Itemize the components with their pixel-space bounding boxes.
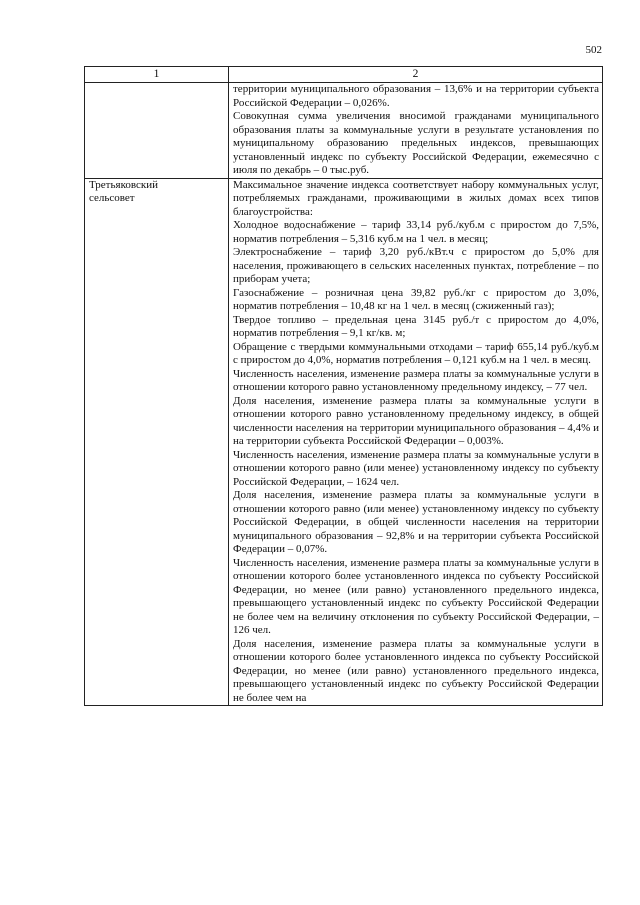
municipality-name-cell — [85, 178, 229, 706]
table-header-row — [85, 67, 603, 83]
description-cell — [229, 178, 603, 706]
municipality-name — [89, 179, 225, 206]
paragraph: Доля населения, изменение размера платы за коммунальные услуги в отношении которого равно установленному предельному индексу, в общей численности населения на территории муниципального образования – 4,4% и на территории субъекта Российской Федерации – 0,003%. — [233, 394, 599, 447]
paragraph: Численность населения, изменение размера платы за коммунальные услуги в отношении которого равно установленному предельному индексу, – 77 чел. — [233, 367, 599, 393]
paragraph: Численность населения, изменение размера платы за коммунальные услуги в отношении которого более установленного индекса по субъекту Российской Федерации, но менее (или равно) установленного предельного индекса, превышающего установленный индекс по субъекту Российской Федерации не более чем на величину отклонения по субъекту Российской Федерации, – 126 чел. — [233, 556, 599, 636]
paragraph: Доля населения, изменение размера платы за коммунальные услуги в отношении которого более установленного индекса по субъекту Российской Федерации, но менее (или равно) установленного предельного индекса, превышающего установленный индекс по субъекту Российской Федерации не более чем на — [233, 637, 599, 704]
paragraph: Обращение с твердыми коммунальными отходами – тариф 655,14 руб./куб.м с приростом до 4,0%, норматив потребления – 0,121 куб.м на 1 чел. в месяц. — [233, 340, 599, 366]
column-header-1: 1 — [85, 67, 229, 83]
paragraph: Холодное водоснабжение – тариф 33,14 руб./куб.м с приростом до 7,5%, норматив потребления – 5,316 куб.м на 1 чел. в месяц; — [233, 219, 599, 245]
description-paragraphs — [233, 83, 599, 178]
paragraph: Твердое топливо – предельная цена 3145 руб./т с приростом до 4,0%, норматив потребления – 9,1 кг/кв. м; — [233, 313, 599, 339]
table-row — [85, 83, 603, 179]
description-paragraphs — [233, 179, 599, 706]
paragraph: Электроснабжение – тариф 3,20 руб./кВт.ч с приростом до 5,0% для населения, проживающего в сельских населенных пунктах, потребление – по приборам учета; — [233, 246, 599, 285]
paragraph: территории муниципального образования – 13,6% и на территории субъекта Российской Федерации – 0,026%. — [233, 83, 599, 109]
municipality-name-line: сельсовет — [89, 192, 135, 204]
page-number: 502 — [585, 44, 602, 56]
municipality-name-cell — [85, 83, 229, 179]
municipality-name-line: Третьяковский — [89, 178, 158, 191]
paragraph: Газоснабжение – розничная цена 39,82 руб./кг с приростом до 3,0%, норматив потребления – 10,48 кг на 1 чел. в месяц (сжиженный газ); — [233, 286, 599, 312]
document-table — [84, 66, 603, 706]
paragraph: Совокупная сумма увеличения вносимой гражданами муниципального образования платы за коммунальные услуги в результате установления по муниципальному образованию предельных индексов, превышающих установленный индекс по субъекту Российской Федерации, ежемесячно с июля по декабрь – 0 тыс.руб. — [233, 110, 599, 176]
column-header-2: 2 — [229, 67, 603, 83]
table-row — [85, 178, 603, 706]
paragraph: Численность населения, изменение размера платы за коммунальные услуги в отношении которого равно (или менее) установленному индексу по субъекту Российской Федерации, – 1624 чел. — [233, 448, 599, 488]
paragraph: Максимальное значение индекса соответствует набору коммунальных услуг, потребляемых гражданами, проживающими в жилых домах всех типов благоустройства: — [233, 178, 599, 218]
paragraph: Доля населения, изменение размера платы за коммунальные услуги в отношении которого равно (или менее) установленному индексу по субъекту Российской Федерации, в общей численности населения на территории муниципального образования – 92,8% и на территории субъекта Российской Федерации – 0,07%. — [233, 489, 599, 555]
description-cell — [229, 83, 603, 179]
